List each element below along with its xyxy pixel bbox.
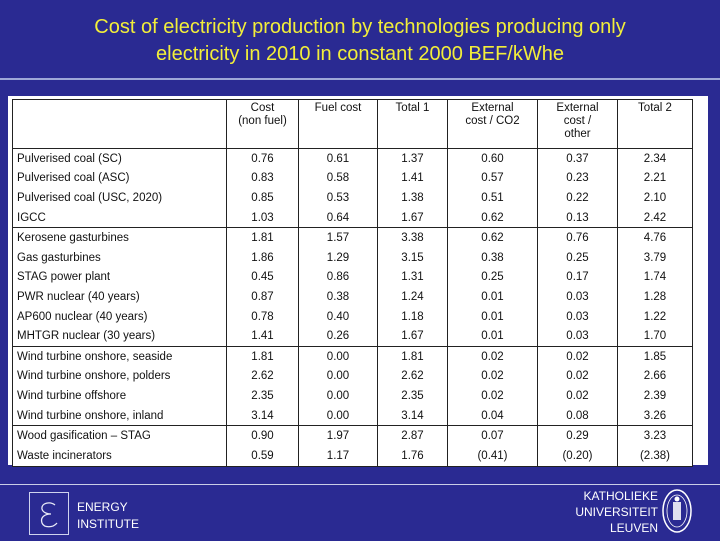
header-total2-line: Total 2 [638,102,672,114]
cell-technology: Wind turbine onshore, polders [13,367,227,387]
cell-external-other: 0.13 [538,208,618,228]
cell-total-2: 2.10 [618,188,693,208]
cell-technology: Pulverised coal (USC, 2020) [13,188,227,208]
cell-external-co2: 0.01 [448,287,538,307]
cell-total-2: 2.21 [618,169,693,189]
header-total1-line: Total 1 [395,102,430,114]
cell-external-other: 0.22 [538,188,618,208]
cell-cost-non-fuel: 0.87 [227,287,299,307]
cell-cost-non-fuel: 2.35 [227,386,299,406]
table-row [13,169,693,189]
cell-external-co2: 0.62 [448,228,538,248]
cell-external-co2: 0.25 [448,268,538,288]
cell-total-2: 1.74 [618,268,693,288]
cell-cost-non-fuel: 0.45 [227,268,299,288]
cell-external-other: 0.02 [538,386,618,406]
cell-cost-non-fuel: 0.78 [227,307,299,327]
header-other-line-3: other [564,128,591,140]
cell-external-other: 0.25 [538,248,618,268]
cell-fuel-cost: 0.86 [299,268,378,288]
cell-total-1: 1.31 [378,268,448,288]
kul-line-2: UNIVERSITEIT [575,505,658,519]
cell-cost-non-fuel: 0.85 [227,188,299,208]
table-panel [8,96,708,465]
cell-total-1: 2.62 [378,367,448,387]
cell-total-2: 1.85 [618,346,693,366]
footer-divider [0,484,720,485]
energy-line-1: ENERGY [77,500,128,514]
cell-external-other: 0.03 [538,326,618,346]
table-header-row [13,100,693,149]
cell-technology: Gas gasturbines [13,248,227,268]
cell-external-co2: 0.04 [448,406,538,426]
header-total-2 [618,100,693,149]
cost-table [12,99,693,467]
cell-cost-non-fuel: 0.59 [227,446,299,466]
cell-external-other: 0.02 [538,367,618,387]
cell-total-2: 1.70 [618,326,693,346]
cell-total-1: 2.87 [378,426,448,446]
table-row [13,307,693,327]
header-external-other [538,100,618,149]
cell-fuel-cost: 1.97 [299,426,378,446]
cell-technology: Pulverised coal (ASC) [13,169,227,189]
cell-external-other: 0.03 [538,287,618,307]
table-row [13,346,693,366]
cell-external-co2: 0.60 [448,149,538,169]
table-row [13,268,693,288]
table-row [13,386,693,406]
kul-line-1: KATHOLIEKE [583,489,658,503]
kul-line-3: LEUVEN [609,521,658,535]
cell-technology: Kerosene gasturbines [13,228,227,248]
table-row [13,248,693,268]
table-body [13,149,693,467]
cell-external-co2: 0.02 [448,346,538,366]
cell-external-other: (0.20) [538,446,618,466]
cell-total-1: 1.38 [378,188,448,208]
cell-fuel-cost: 0.00 [299,367,378,387]
cell-fuel-cost: 1.29 [299,248,378,268]
table-row [13,188,693,208]
header-cost-line-2: (non fuel) [238,115,287,127]
header-cost-non-fuel [227,100,299,149]
table-row [13,446,693,466]
cell-fuel-cost: 0.58 [299,169,378,189]
cell-total-2: 2.34 [618,149,693,169]
cell-technology: Waste incinerators [13,446,227,466]
header-fuel-line: Fuel cost [314,102,362,114]
header-co2-line-2: cost / CO2 [465,115,520,127]
cell-technology: PWR nuclear (40 years) [13,287,227,307]
header-technology [13,100,227,149]
table-row [13,208,693,228]
cell-fuel-cost: 0.26 [299,326,378,346]
cell-fuel-cost: 0.38 [299,287,378,307]
energy-line-2: INSTITUTE [77,517,139,531]
cell-fuel-cost: 1.17 [299,446,378,466]
cell-external-other: 0.23 [538,169,618,189]
cell-total-1: 1.24 [378,287,448,307]
slide-title [0,14,720,68]
header-other-line-1: External [556,102,599,114]
slide-title-line-1: Cost of electricity production by technologies producing only [94,16,626,38]
university-seal-icon [660,486,694,536]
header-fuel-cost [299,100,378,149]
table-row [13,228,693,248]
table-row [13,367,693,387]
cell-total-2: 2.42 [618,208,693,228]
cell-external-other: 0.76 [538,228,618,248]
cell-fuel-cost: 0.53 [299,188,378,208]
cell-cost-non-fuel: 1.81 [227,228,299,248]
cell-total-2: 3.23 [618,426,693,446]
cell-cost-non-fuel: 1.86 [227,248,299,268]
cell-total-1: 1.37 [378,149,448,169]
cell-total-1: 1.81 [378,346,448,366]
cell-total-2: 1.28 [618,287,693,307]
cell-cost-non-fuel: 1.41 [227,326,299,346]
cell-total-1: 3.14 [378,406,448,426]
cell-external-co2: 0.57 [448,169,538,189]
cell-cost-non-fuel: 3.14 [227,406,299,426]
cell-total-1: 1.67 [378,208,448,228]
header-cost-line-1: Cost [250,102,275,114]
cell-technology: Wind turbine onshore, seaside [13,346,227,366]
cell-external-other: 0.17 [538,268,618,288]
cell-fuel-cost: 0.61 [299,149,378,169]
cell-external-other: 0.02 [538,346,618,366]
slide-title-line-2: electricity in 2010 in constant 2000 BEF/kWhe [156,43,564,65]
cell-cost-non-fuel: 0.83 [227,169,299,189]
cell-technology: IGCC [13,208,227,228]
cell-external-co2: 0.07 [448,426,538,446]
header-total-1 [378,100,448,149]
cell-cost-non-fuel: 2.62 [227,367,299,387]
cell-total-1: 3.15 [378,248,448,268]
cell-external-co2: 0.38 [448,248,538,268]
cell-total-1: 1.41 [378,169,448,189]
cell-total-2: 4.76 [618,228,693,248]
cell-total-1: 1.18 [378,307,448,327]
cell-external-co2: (0.41) [448,446,538,466]
cell-external-co2: 0.02 [448,367,538,387]
cell-total-1: 2.35 [378,386,448,406]
cell-technology: AP600 nuclear (40 years) [13,307,227,327]
cell-technology: STAG power plant [13,268,227,288]
cell-fuel-cost: 0.00 [299,406,378,426]
cell-total-2: 1.22 [618,307,693,327]
cell-total-2: (2.38) [618,446,693,466]
header-co2-line-1: External [471,102,514,114]
cell-technology: Pulverised coal (SC) [13,149,227,169]
cell-external-co2: 0.02 [448,386,538,406]
cell-technology: MHTGR nuclear (30 years) [13,326,227,346]
cell-technology: Wood gasification – STAG [13,426,227,446]
header-external-co2 [448,100,538,149]
cell-total-2: 2.66 [618,367,693,387]
energy-institute-label [77,499,139,533]
cell-cost-non-fuel: 1.81 [227,346,299,366]
cell-fuel-cost: 0.64 [299,208,378,228]
university-name [575,488,658,536]
header-other-line-2: cost / [563,115,592,127]
cell-external-other: 0.37 [538,149,618,169]
cell-total-2: 3.79 [618,248,693,268]
cell-total-1: 3.38 [378,228,448,248]
cell-fuel-cost: 1.57 [299,228,378,248]
table-row [13,149,693,169]
cell-fuel-cost: 0.00 [299,386,378,406]
cell-external-other: 0.29 [538,426,618,446]
cell-cost-non-fuel: 0.76 [227,149,299,169]
cell-total-1: 1.76 [378,446,448,466]
cell-cost-non-fuel: 0.90 [227,426,299,446]
cell-total-1: 1.67 [378,326,448,346]
cell-total-2: 2.39 [618,386,693,406]
cell-external-co2: 0.01 [448,326,538,346]
title-divider [0,78,720,80]
table-row [13,406,693,426]
cell-external-other: 0.08 [538,406,618,426]
cell-external-other: 0.03 [538,307,618,327]
cell-external-co2: 0.01 [448,307,538,327]
cell-total-2: 3.26 [618,406,693,426]
cell-fuel-cost: 0.00 [299,346,378,366]
cell-external-co2: 0.62 [448,208,538,228]
cell-technology: Wind turbine offshore [13,386,227,406]
cell-cost-non-fuel: 1.03 [227,208,299,228]
table-row [13,287,693,307]
table-row [13,326,693,346]
cell-technology: Wind turbine onshore, inland [13,406,227,426]
cell-external-co2: 0.51 [448,188,538,208]
cell-fuel-cost: 0.40 [299,307,378,327]
epsilon-icon [29,492,69,535]
table-row [13,426,693,446]
